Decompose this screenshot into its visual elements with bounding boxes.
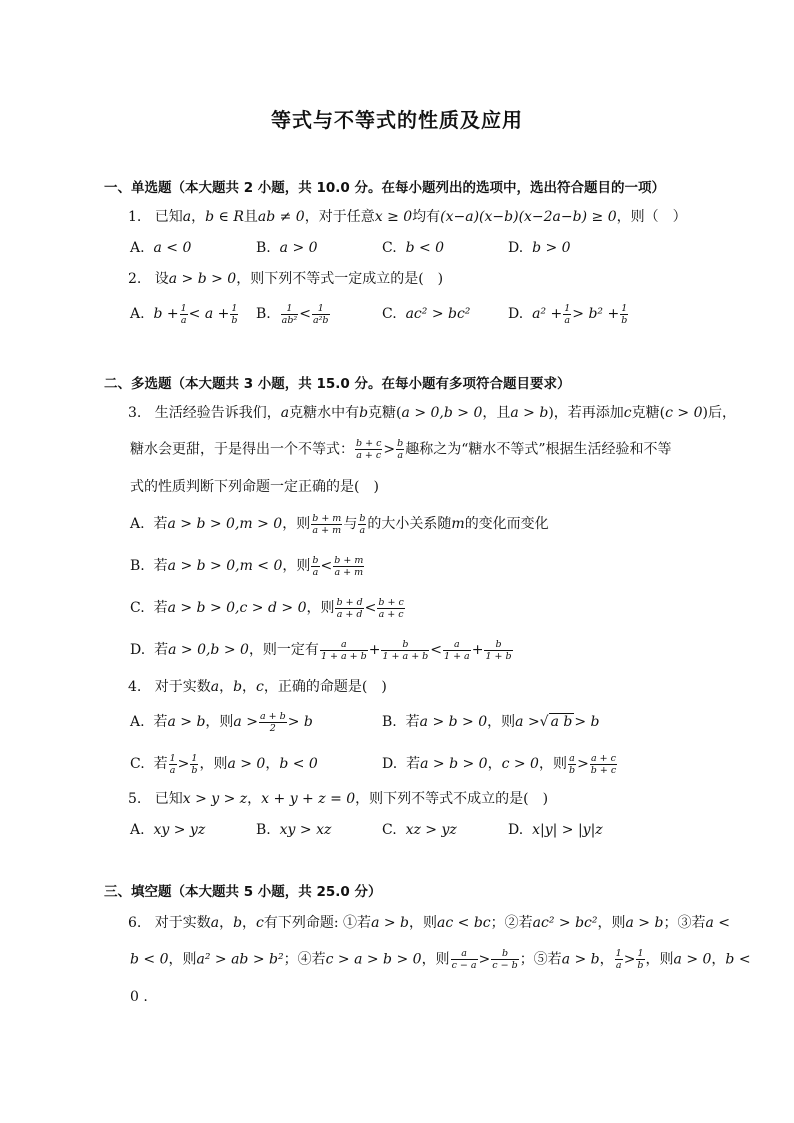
question-number: 5. xyxy=(128,791,142,807)
option-d: D. b > 0 xyxy=(508,240,571,256)
question-6-line-2: b < 0，则a² > ab > b²；④若c > a > b > 0，则 $\frac{a}{c - a}$ > $\frac{b}{c - b}$ ；⑤若a > b， $\frac{1}{a}$ > $\frac{1}{b}$ ，则a > 0，b < xyxy=(130,948,751,971)
option-a: A. 若a > b，则a > $\frac{a + b}{2}$ > b xyxy=(130,710,313,734)
question-3-line-2: 糖水会更甜，于是得出一个不等式： $\frac{b + c}{a + c}$ > $\frac{b}{a}$ 趣称之为“糖水不等式”根据生活经验和不等 xyxy=(130,438,672,461)
question-5: 5. 已知x > y > z，x + y + z = 0，则下列不等式不成立的是( ) xyxy=(128,791,549,807)
question-3-line-3: 式的性质判断下列命题一定正确的是( ) xyxy=(130,479,379,495)
option-c: C. 若 $\frac{1}{a}$ > $\frac{1}{b}$ ，则a > 0，b < 0 xyxy=(130,752,318,776)
question-3: 3. 生活经验告诉我们，a克糖水中有b克糖(a > 0,b > 0，且a > b)，若再添加c克糖(c > 0)后， xyxy=(128,405,736,421)
option-a: A. b + $\frac{1}{a}$ < a + $\frac{1}{b}$ xyxy=(130,302,238,326)
option-b: B. a > 0 xyxy=(256,240,318,256)
option-d: D. a² + $\frac{1}{a}$ > b² + $\frac{1}{b}$ xyxy=(508,302,628,326)
question-number: 3. xyxy=(128,405,142,421)
option-d: D. x|y| > |y|z xyxy=(508,822,603,838)
option-c: C. 若a > b > 0,c > d > 0，则 $\frac{b + d}{a + d}$ < $\frac{b + c}{a + c}$ xyxy=(130,596,404,620)
option-b: B. $\frac{1}{\text{ab²}}$ < $\frac{1}{\text{a²b}}$ xyxy=(256,302,329,326)
section-heading-multiple-choice: 二、多选题（本大题共 3 小题，共 15.0 分。在每小题有多项符合题目要求） xyxy=(104,376,571,392)
question-number: 6. xyxy=(128,915,142,931)
option-b: B. xy > xz xyxy=(256,822,332,838)
option-c: C. ac² > bc² xyxy=(382,306,471,322)
option-c: C. xz > yz xyxy=(382,822,457,838)
question-2: 2. 设a > b > 0，则下列不等式一定成立的是( ) xyxy=(128,271,444,287)
section-heading-fill-in: 三、填空题（本大题共 5 小题，共 25.0 分） xyxy=(104,884,382,900)
option-d: D. 若a > b > 0，c > 0，则 $\frac{a}{b}$ > $\frac{a + c}{b + c}$ xyxy=(382,752,617,776)
section-heading-single-choice: 一、单选题（本大题共 2 小题，共 10.0 分。在每小题列出的选项中，选出符合题目的一项） xyxy=(104,180,666,196)
option-a: A. a < 0 xyxy=(130,240,192,256)
question-1: 1. 已知a，b ∈ R且ab ≠ 0，对于任意x ≥ 0均有(x−a)(x−b)(x−2a−b) ≥ 0，则（ ） xyxy=(128,209,687,225)
question-number: 4. xyxy=(128,679,142,695)
option-c: C. b < 0 xyxy=(382,240,445,256)
question-6-line-3: 0 . xyxy=(130,989,148,1005)
question-number: 1. xyxy=(128,209,142,225)
option-d: D. 若a > 0,b > 0，则一定有 $\frac{a}{1 + a + b}$ + $\frac{b}{1 + a + b}$ < $\frac{a}{1 + a}$ + $\frac{b}{1 + b}$ xyxy=(130,638,512,662)
page-title: 等式与不等式的性质及应用 xyxy=(271,108,523,132)
option-b: B. 若a > b > 0，则a >√ a b > b xyxy=(382,714,600,730)
question-number: 2. xyxy=(128,271,142,287)
option-a: A. xy > yz xyxy=(130,822,206,838)
question-6: 6. 对于实数a，b，c有下列命题: ①若a > b，则ac < bc；②若ac² > bc²，则a > b；③若a < xyxy=(128,915,730,931)
option-b: B. 若a > b > 0,m < 0，则 $\frac{b}{a}$ < $\frac{b + m}{a + m}$ xyxy=(130,554,364,578)
option-a: A. 若a > b > 0,m > 0，则 $\frac{b + m}{a + m}$ 与 $\frac{b}{a}$ 的大小关系随m的变化而变化 xyxy=(130,512,549,536)
question-4: 4. 对于实数a，b，c，正确的命题是( ) xyxy=(128,679,387,695)
